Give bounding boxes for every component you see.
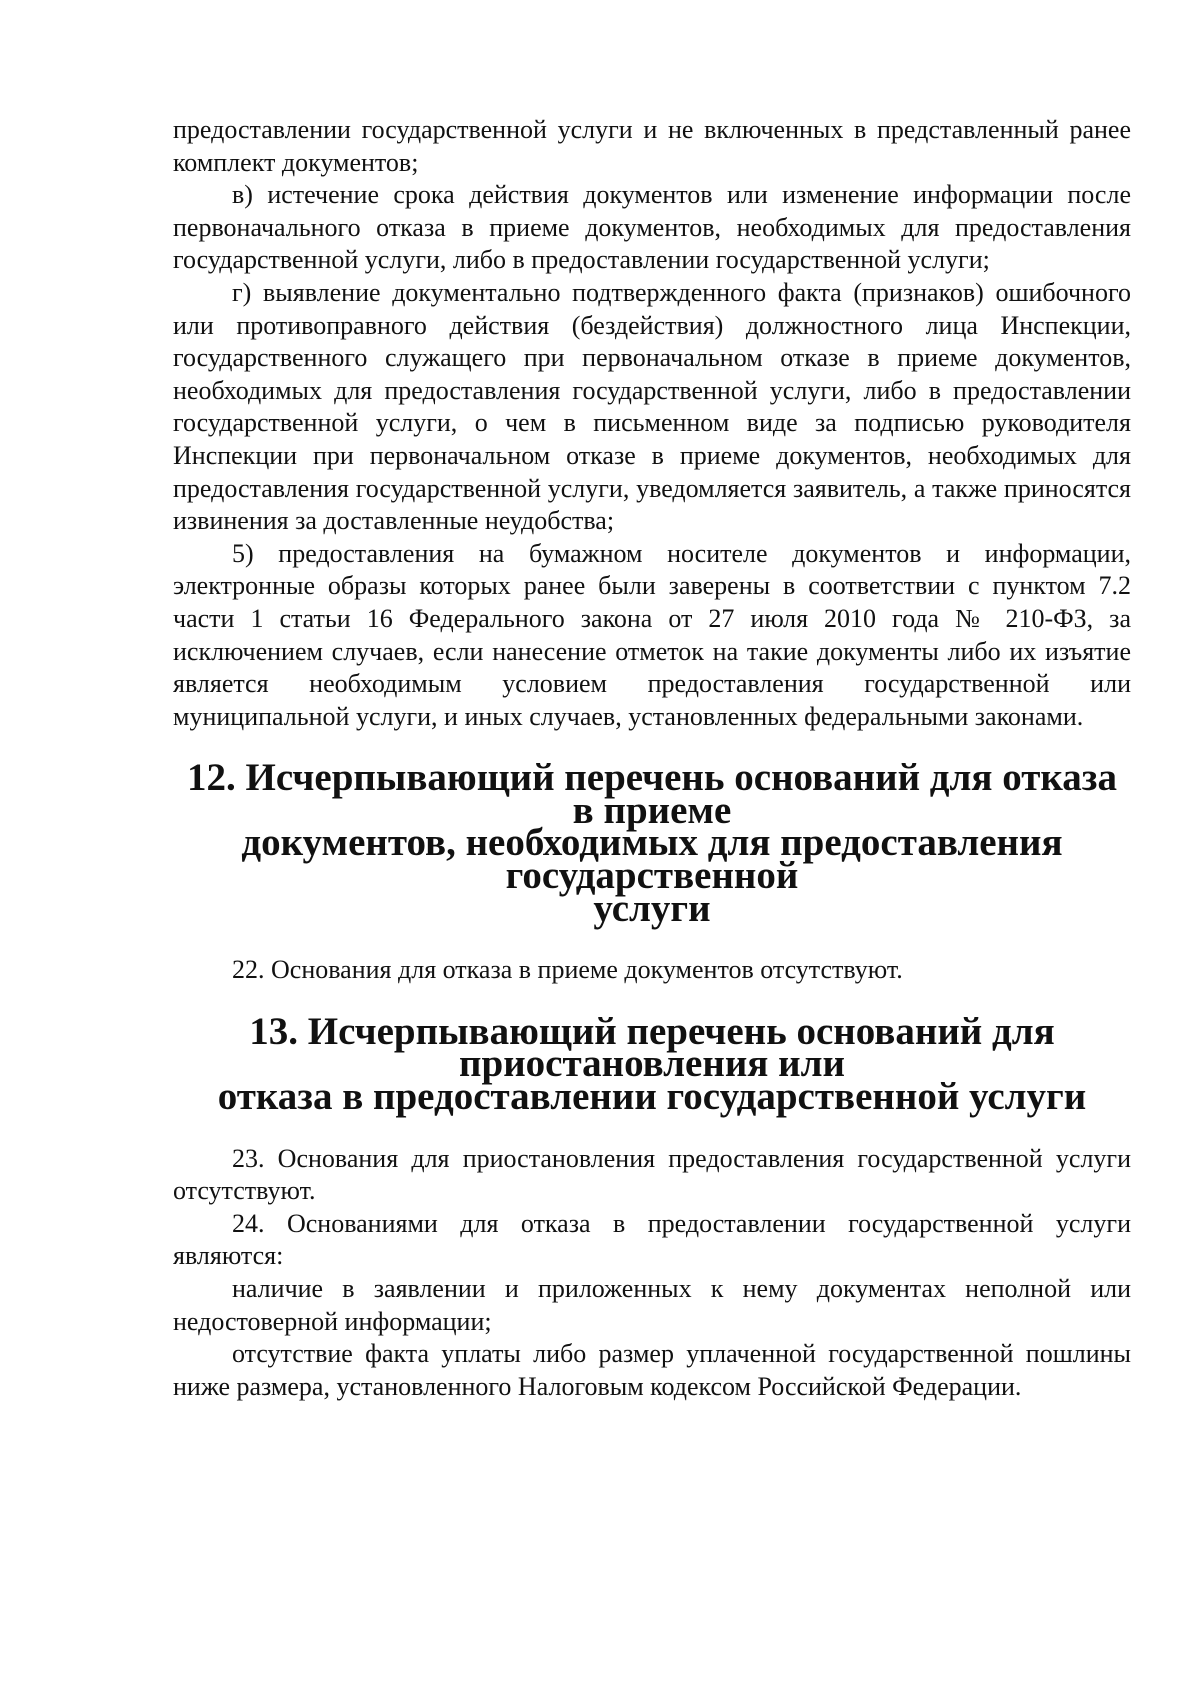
heading-12-line-3: услуги	[593, 886, 711, 930]
paragraph-continuation: предоставлении государственной услуги и не включенных в представленный ранее комплект документов;	[173, 115, 1131, 177]
paragraph-22: 22. Основания для отказа в приеме документов отсутствуют.	[232, 955, 903, 985]
section-heading-12	[173, 756, 1131, 930]
heading-13-line-1: 13. Исчерпывающий перечень оснований для приостановления или	[249, 1009, 1055, 1086]
paragraph-23: 23. Основания для приостановления предоставления государственной услуги отсутствуют.	[173, 1143, 1131, 1206]
paragraph-24-item-1: наличие в заявлении и приложенных к нему документах неполной или недостоверной информации;	[173, 1274, 1131, 1336]
paragraph-24: 24. Основаниями для отказа в предоставлении государственной услуги являются:	[173, 1208, 1131, 1271]
section-heading-13	[173, 1009, 1131, 1119]
heading-13-line-2: отказа в предоставлении государственной услуги	[217, 1075, 1087, 1119]
paragraph-item-g: г) выявление документально подтвержденного факта (признаков) ошибочного или противоправного действия (бездействия) должностного лица Инспекции, государственного служащего при первоначальном отказе в приеме документов, необходимых для предоставления государственной услуги, либо в предоставлении государственной услуги, о чем в письменном виде за подписью руководителя Инспекции при первоначальном отказе в приеме документов, необходимых для предоставления государственной услуги, уведомляется заявитель, а также приносятся извинения за доставленные неудобства;	[173, 277, 1131, 536]
heading-12-line-2: документов, необходимых для предоставления государственной	[241, 821, 1063, 898]
document-page	[173, 114, 1131, 1403]
paragraph-item-v: в) истечение срока действия документов или изменение информации после первоначального отказа в приеме документов, необходимых для предоставления государственной услуги, либо в предоставлении государственной услуги;	[173, 180, 1131, 275]
paragraph-item-5: 5) предоставления на бумажном носителе документов и информации, электронные образы которых ранее были заверены в соответствии с пунктом 7.2 части 1 статьи 16 Федерального закона от 27 июля 2010 года № 210-ФЗ, за исключением случаев, если нанесение отметок на такие документы либо их изъятие является необходимым условием предоставления государственной или муниципальной услуги, и иных случаев, установленных федеральными законами.	[173, 538, 1131, 731]
paragraph-24-item-2: отсутствие факта уплаты либо размер уплаченной государственной пошлины ниже размера, установленного Налоговым кодексом Российской Федерации.	[173, 1339, 1131, 1401]
heading-12-line-1: 12. Исчерпывающий перечень оснований для отказа в приеме	[187, 756, 1117, 832]
